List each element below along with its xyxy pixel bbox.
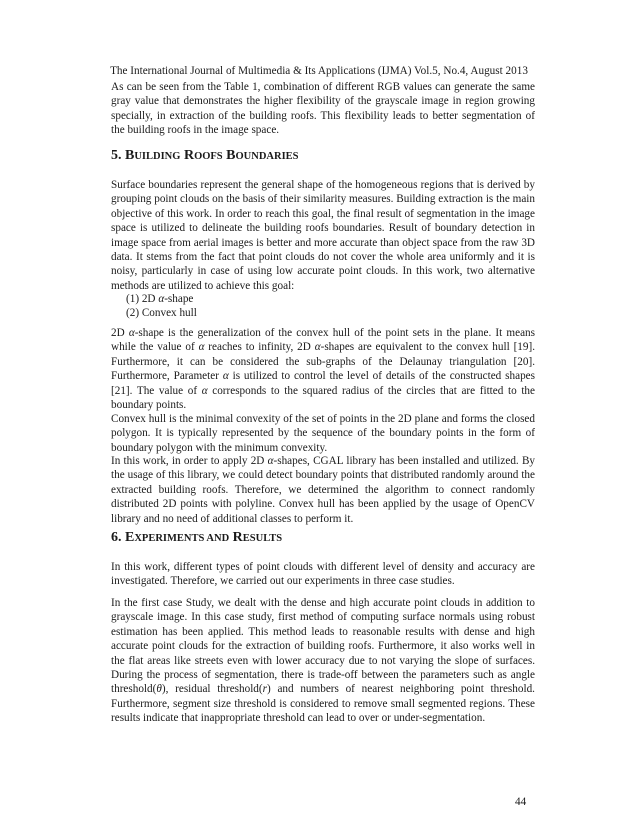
paragraph-first-case-study: In the first case Study, we dealt with the dense and high accurate point clouds in addition to grayscale image. In this case study, first method of computing surface normals using robust estimation has been applied. This method leads to reasonable results with dense and high accurate point clouds for the extraction of building roofs. Furthermore, it also works well in the flat areas like streets even with lower accuracy due to not varying the slope of surfaces. During the process of segmentation, there is trade-off between the parameters such as angle threshold(θ), residual threshold(r) and numbers of nearest neighboring point threshold. Furthermore, segment size threshold is considered to remove small segmented regions. These results indicate that inappropriate threshold can lead to over or under-segmentation. (111, 597, 535, 725)
section-5-heading: 5. BUILDING ROOFS BOUNDARIES (111, 148, 299, 163)
paragraph-boundaries: Surface boundaries represent the general shape of the homogeneous regions that is derived by grouping point clouds on the basis of their similarity measures. Building extraction is the main objective of this work. In order to reach this goal, the final result of segmentation in the image space is utilized to delineate the building roofs boundaries. Result of boundary detection in image space from aerial images is better and more accurate than object space from the raw 3D data. It stems from the fact that point clouds do not cover the whole area uniformly and it is noisy, particularly in case of using low accurate point clouds. In this work, two alternative methods are utilized to achieve this goal: (111, 179, 535, 292)
list-item-alpha-shape: (1) 2D α-shape (126, 293, 194, 305)
section-6-heading: 6. EXPERIMENTS AND RESULTS (111, 530, 283, 545)
paragraph-cgal: In this work, in order to apply 2D α-shapes, CGAL library has been installed and utilized. By the usage of this library, we could detect boundary points that distributed randomly around the extracted building roofs. Therefore, we determined the algorithm to connect randomly distributed 2D points with polyline. Convex hull has been applied by the usage of OpenCV library and no need of additional classes to perform it. (111, 455, 536, 525)
running-header: The International Journal of Multimedia & Its Applications (IJMA) Vol.5, No.4, August 2013 (110, 65, 528, 77)
page-number: 44 (515, 796, 527, 808)
paragraph-convex-hull: Convex hull is the minimal convexity of the set of points in the 2D plane and forms the closed polygon. It is typically represented by the sequence of the boundary points in the form of boundary polygon with the minimum convexity. (111, 413, 535, 454)
paragraph-alpha-shape: 2D α-shape is the generalization of the convex hull of the point sets in the plane. It means while the value of α reaches to infinity, 2D α-shapes are equivalent to the convex hull [19]. Furthermore, it can be considered the sub-graphs of the Delaunay triangulation [20]. Furthermore, Parameter α is utilized to control the level of details of the constructed shapes [21]. The value of α corresponds to the squared radius of the circles that are fitted to the boundary points. (111, 327, 536, 412)
list-item-convex-hull: (2) Convex hull (126, 307, 197, 319)
intro-paragraph: As can be seen from the Table 1, combination of different RGB values can generate the same gray value that demonstrates the higher flexibility of the grayscale image in region growing specially, in extraction of the building roofs. This flexibility leads to better segmentation of the building roofs in the image space. (111, 81, 535, 137)
paragraph-experiments: In this work, different types of point clouds with different level of density and accuracy are investigated. Therefore, we carried out our experiments in three case studies. (111, 561, 535, 588)
